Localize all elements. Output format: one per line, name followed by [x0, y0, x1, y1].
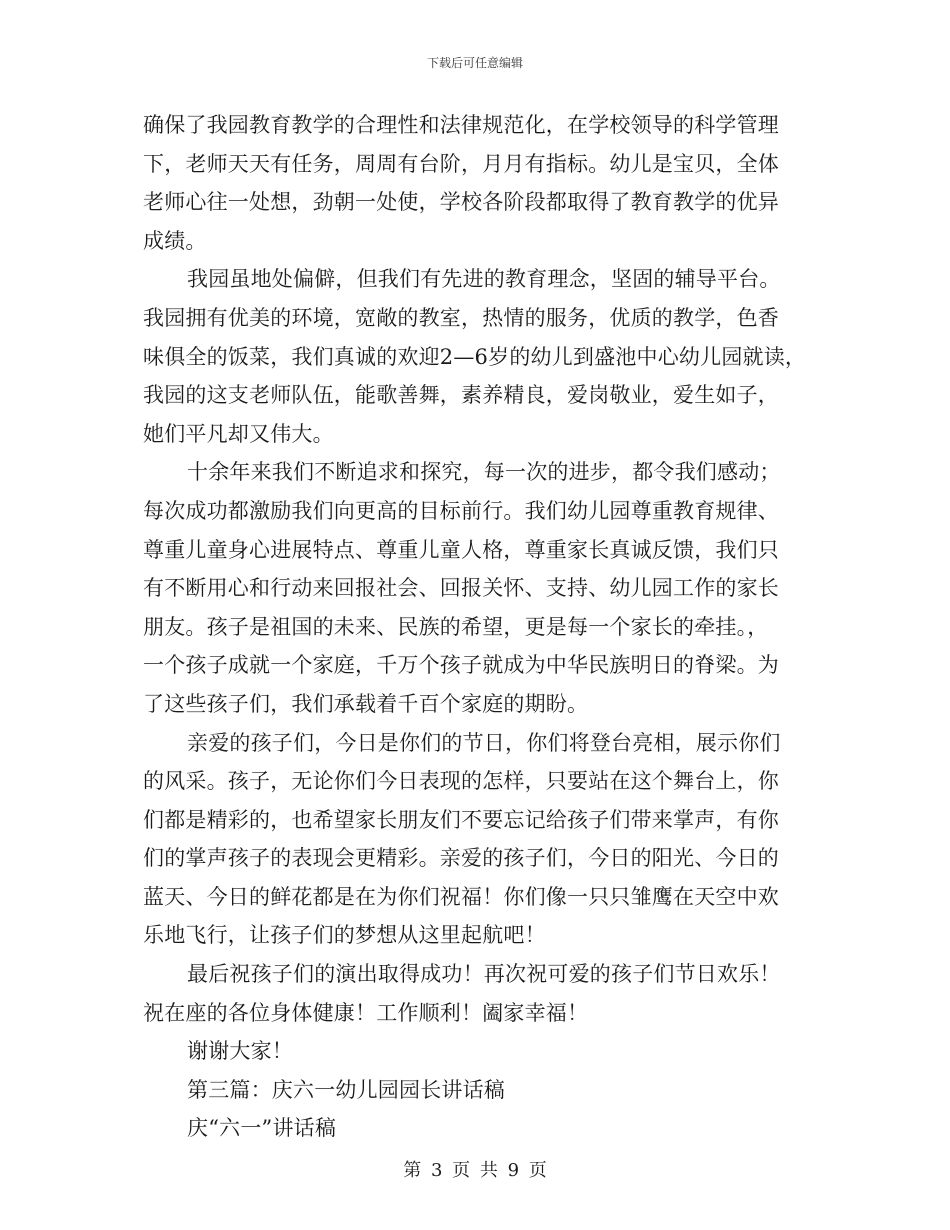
text-line: 一个孩子成就一个家庭，千万个孩子就成为中华民族明日的脊梁。为 [143, 653, 779, 678]
text-line: 有不断用心和行动来回报社会、回报关怀、支持、幼儿园工作的家长 [143, 576, 779, 601]
text-line: 祝在座的各位身体健康！工作顺利！阖家幸福！ [143, 1000, 589, 1025]
text-line: 乐地飞行，让孩子们的梦想从这里起航吧！ [143, 923, 546, 948]
text-line: 她们平凡却又伟大。 [143, 421, 334, 446]
document-body [143, 106, 823, 1148]
text-line: 我园的这支老师队伍，能歌善舞，素养精良，爱岗敬业，爱生如子， [143, 383, 779, 408]
text-line: 亲爱的孩子们，今日是你们的节日，你们将登台亮相，展示你们 [187, 730, 781, 755]
text-line: 谢谢大家！ [187, 1039, 293, 1064]
text-line: 我园拥有优美的环境，宽敞的教室，热情的服务，优质的教学，色香 [143, 305, 779, 330]
text-line: 我园虽地处偏僻，但我们有先进的教育理念，坚固的辅导平台。 [187, 267, 781, 292]
text-line: 尊重儿童身心进展特点、尊重儿童人格，尊重家长真诚反馈，我们只 [143, 537, 779, 562]
text-line: 味俱全的饭菜，我们真诚的欢迎2—6岁的幼儿到盛池中心幼儿园就读， [143, 344, 807, 369]
text-line: 们都是精彩的，也希望家长朋友们不要忘记给孩子们带来掌声，有你 [143, 807, 779, 832]
text-line: 最后祝孩子们的演出取得成功！再次祝可爱的孩子们节日欢乐！ [187, 962, 781, 987]
text-line: 朋友。孩子是祖国的未来、民族的希望，更是每一个家长的牵挂。， [143, 614, 769, 639]
text-line: 确保了我园教育教学的合理性和法律规范化，在学校领导的科学管理 [143, 113, 779, 137]
header-note: 下载后可任意编辑 [426, 56, 523, 70]
text-line: 们的掌声孩子的表现会更精彩。亲爱的孩子们，今日的阳光、今日的 [143, 846, 779, 871]
text-line: 十余年来我们不断追求和探究，每一次的进步，都令我们感动； [187, 460, 781, 485]
text-line: 第三篇：庆六一幼儿园园长讲话稿 [187, 1077, 505, 1102]
page-number: 第 3 页 共 9 页 [403, 1160, 547, 1181]
text-line: 下，老师天天有任务，周周有台阶，月月有指标。幼儿是宝贝，全体 [143, 151, 779, 176]
text-line: 成绩。 [143, 228, 207, 253]
text-line: 的风采。孩子，无论你们今日表现的怎样，只要站在这个舞台上，你 [143, 769, 779, 794]
text-line: 每次成功都激励我们向更高的目标前行。我们幼儿园尊重教育规律、 [143, 498, 779, 523]
text-line: 蓝天、今日的鲜花都是在为你们祝福！你们像一只只雏鹰在天空中欢 [143, 884, 779, 909]
text-line: 庆“六一”讲话稿 [187, 1116, 337, 1141]
text-line: 了这些孩子们，我们承载着千百个家庭的期盼。 [143, 691, 589, 716]
text-line: 老师心往一处想，劲朝一处使，学校各阶段都取得了教育教学的优异 [143, 190, 779, 215]
